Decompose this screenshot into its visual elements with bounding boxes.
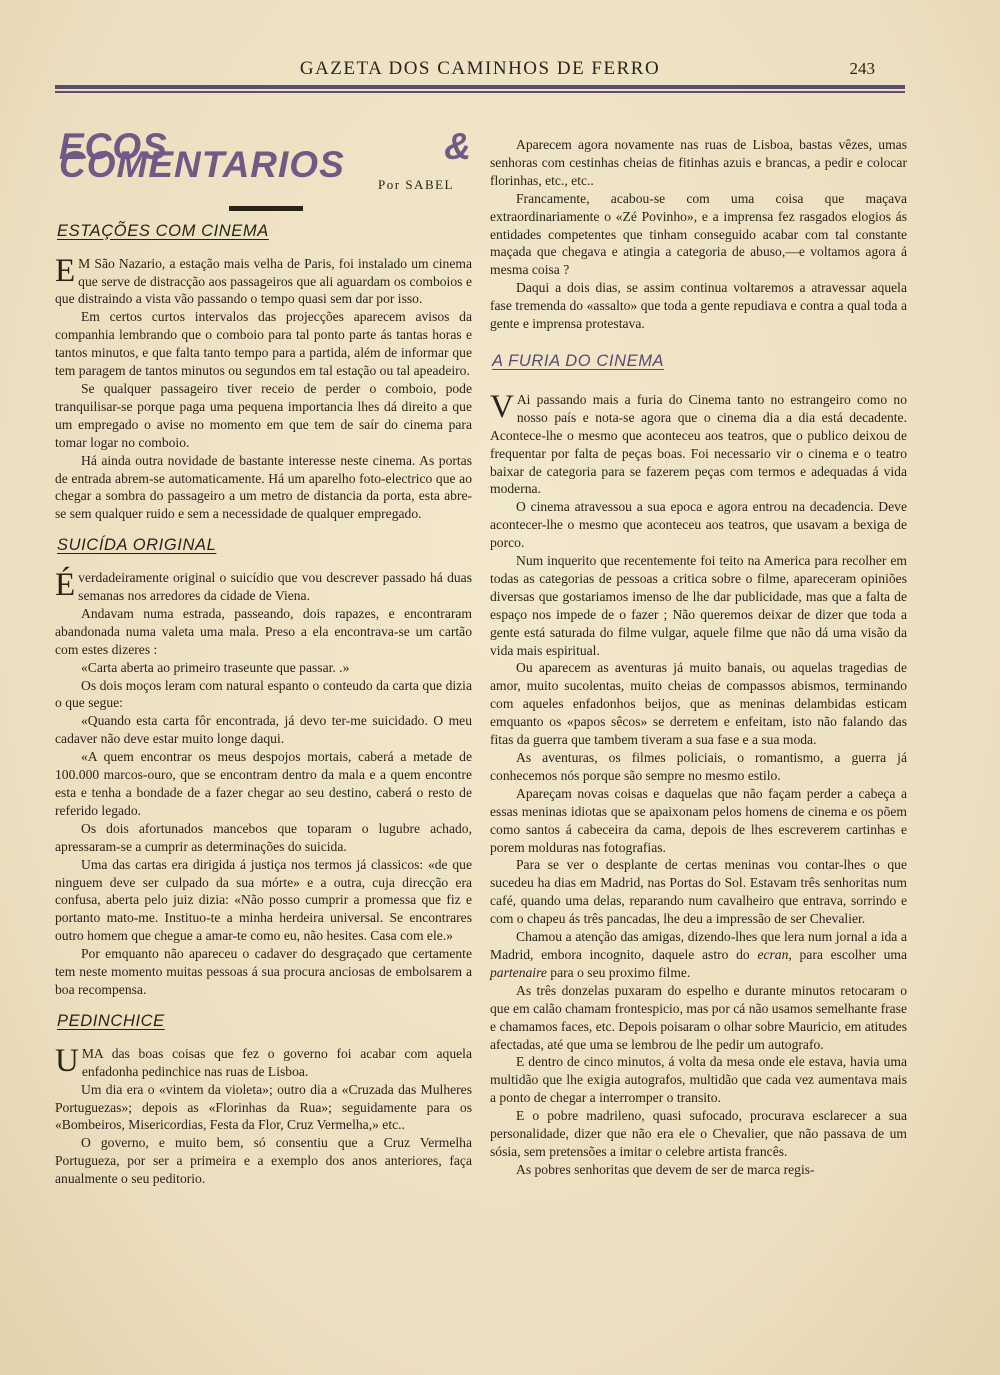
paragraph: Éverdadeiramente original o suicídio que vou descrever passado há duas semanas nos arredores da cidade de Viena. [55,567,472,604]
paragraph: As pobres senhoritas que devem de ser de marca regis- [516,1161,815,1177]
paragraph: Há ainda outra novidade de bastante interesse neste cinema. As portas de entrada abrem-se automaticamente. Há um aparelho foto-electrico que ao chegar a sombra do passageiro a um metro de distancia da porta, esta abre-se sem qualquer ruido e sem a necessidade de qualquer empregado. [55,452,472,522]
paragraph: Por emquanto não apareceu o cadaver do desgraçado que certamente tem neste momento muitas pessoas á sua procura anciosas de embolsarem a boa recompensa. [55,946,472,997]
section-heading-estacoes: ESTAÇÕES COM CINEMA [57,221,269,240]
paragraph: V Ai passando mais a furia do Cinema tanto no estrangeiro como no nosso país e nota-se agora que o cinema dia a dia está decadente. Acontece-lhe o mesmo que aconteceu aos teatros, que o publico deixou de frequentar por falta de peças boas. Foi necessario vir o cinema e o teatro baixar de categoria para se fazerem peças com termos e adequadas á vida moderna. [490,388,907,497]
right-column [490,136,907,1179]
section-heading-furia: A FURIA DO CINEMA [492,351,665,370]
paragraph: E dentro de cinco minutos, á volta da mesa onde ele estava, havia uma multidão que lhe exigia autografos, multidão que cada vez aumentava mais a ponto de chegar a interromper o transito. [490,1054,907,1106]
paragraph: Um dia era o «vintem da violeta»; outro dia a «Cruzada das Mulheres Portuguezas»; depois as «Florinhas da Rua»; seguidamente para os «Bombeiros, Misericordias, Festa da Flor, Cruz Vermelha,» etc.. [55,1081,472,1133]
section-heading-suicida: SUICÍDA ORIGINAL [57,536,217,555]
header-rule-thin [55,91,905,93]
italic-term: partenaire [490,964,547,980]
paragraph: Daqui a dois dias, se assim continua voltaremos a atravessar aquela fase tremenda do «assalto» que toda a gente repudiava e contra a qual toda a gente e imprensa protestava. [490,280,907,332]
byline: Por SABEL [378,176,454,192]
paragraph: Uma das cartas era dirigida á justiça nos termos já classicos: «de que ninguem deve ser culpado da sua mórte» e a outra, cuja direcção era confusa, aberta pelo juiz dizia: «Não posso cumprir a promessa que fiz e portanto mato-me. Instituo-te a minha herdeira universal. Se encontrares outro homem que chegue a amar-te como eu, não hesites. Casa com ele.» [55,856,472,944]
article-title: ECOS & COMENTARIOS [59,126,472,185]
paragraph: O cinema atravessou a sua epoca e agora entrou na decadencia. Deve acontecer-lhe o mesmo que aconteceu aos teatros, que usavam a bexiga de porco. [490,499,907,551]
paragraph: «A quem encontrar os meus despojos mortais, caberá a metade de 100.000 marcos-ouro, que se encontram dentro da mala e a quem encontre esta e tenha a bondade de a fazer chegar ao seu destino, caberá o resto de referido legado. [55,749,472,818]
paragraph: E o pobre madrileno, quasi sufocado, procurava esclarecer a sua personalidade, dizer que não era ele o Chevalier, que não passava de um sósia, sem pretensões a imitar o celebre artista francês. [490,1108,907,1159]
paragraph: Andavam numa estrada, passeando, dois rapazes, e encontraram abandonada numa valeta uma mala. Preso a ela encontrava-se um cartão com estes dizeres : [55,605,472,657]
paragraph: Em certos curtos intervalos das projecções aparecem avisos da companhia lembrando que o comboio para tal ponto parte ás tantas horas e tantos minutos, e que falta tanto tempo para a partida, além de informar que tem paragem de tantos minutos ou segundos em tal estação ou tal apeadeiro. [55,309,472,379]
paragraph: Aparecem agora novamente nas ruas de Lisboa, bastas vêzes, umas senhoras com cestinhas cheias de fitinhas azuis e brancas, a pedir e colocar florinhas, etc., etc.. [490,137,907,188]
drop-cap: É [55,567,76,604]
page-number: 243 [849,59,875,78]
publication-title: GAZETA DOS CAMINHOS DE FERRO [299,58,661,79]
paragraph: Os dois moços leram com natural espanto o conteudo da carta que dizia o que segue: [55,677,472,711]
paragraph: «Carta aberta ao primeiro traseunte que passar. .» [81,659,350,675]
italic-term: ecran [757,946,789,962]
paragraph: Os dois afortunados mancebos que toparam o lugubre achado, apressaram-se a cumprir as determinações do suicida. [55,820,472,854]
paragraph: As aventuras, os filmes policiais, o romantismo, a guerra já conhecemos nós porque são sempre no mesmo estilo. [490,750,907,783]
masthead [55,58,905,80]
paragraph: Para se ver o desplante de certas meninas vou contar-lhes o que sucedeu ha dias em Madrid, nas Portas do Sol. Estavam três senhoritas num café, quando uma delas, reparando num cavalheiro que entrava, sorrindo e com o chapeu ás três pancadas, lhe deu a impressão de ser Chevalier. [490,857,907,927]
paragraph: Francamente, acabou-se com uma coisa que maçava extraordinariamente o «Zé Povinho», e a imprensa fez rasgados elogios ás entidades competentes que tinham conseguido acabar com tal constante maçada que chegava e atingia a categoria de abuso,—e voltamos agora á mesma coisa ? [490,190,907,278]
paragraph: Num inquerito que recentemente foi teito na America para recolher em todas as categorias de pessoas a critica sobre o filme, apareceram opiniões diversas que gostariamos imenso de lhe dar publicidade, mas que a falta de espaço nos impede de o fazer ; Não queremos deixar de dizer que toda a gente está saturada do filme vulgar, aquele filme que não dá uma visão da vida mais espiritual. [490,553,907,658]
left-column [55,126,472,1188]
paragraph: As três donzelas puxaram do espelho e durante minutos retocaram o que em calão chamam frontespicio, mas por cá não usamos semelhante frase e chamamos faces, etc. Depois poisaram o olhar sobre Mauricio, em atitudes afectadas, até que uma se lembrou de lhe pedir um autografo. [490,982,907,1052]
drop-cap: V [490,388,514,425]
drop-cap: U [55,1042,79,1079]
byline-rule [229,206,303,211]
header-rule-thick [55,85,905,89]
paragraph: E M São Nazario, a estação mais velha de Paris, foi instalado um cinema que serve de distracção aos passageiros que ali aguardam os comboios e que distraindo a vista vão passando o tempo quasi sem dar por isso. [55,252,472,307]
paragraph: Ou aparecem as aventuras já muito banais, ou aquelas tragedias de amor, muito sucolentas, muito cheias de compassos abismos, terminando com aqueles enfadonhos beijos, que as meninas delambidas esticam emquanto os «papos sêcos» se derretem e enfeitam, isto não falando das fitas da guerra que tambem tiveram a sua fase e a sua moda. [490,660,907,748]
paragraph: O governo, e muito bem, só consentiu que a Cruz Vermelha Portugueza, por ser a primeira e a exemplo dos anos anteriores, faça anualmente o seu peditorio. [55,1135,472,1187]
paragraph: UMA das boas coisas que fez o governo foi acabar com aquela enfadonha pedinchice nas ruas de Lisboa. [55,1042,472,1079]
drop-cap: E [55,252,76,289]
paragraph: Se qualquer passageiro tiver receio de perder o comboio, pode tranquilisar-se porque paga uma pequena importancia lhes dá direito a que um empregado o avise no momento em que tem de saír do cinema para tomar logar no comboio. [55,380,472,450]
paragraph: «Quando esta carta fôr encontrada, já devo ter-me suicidado. O meu cadaver não deve estar muito longe daqui. [55,713,472,747]
paragraph: Chamou a atenção das amigas, dizendo-lhes que lera num jornal a ida a Madrid, embora incognito, daquele astro do ecran, para escolher uma partenaire para o seu proximo filme. [490,929,907,980]
section-heading-pedinchice: PEDINCHICE [57,1011,165,1030]
paragraph: Apareçam novas coisas e daquelas que não façam perder a cabeça a essas meninas idiotas que se apaixonam pelos homens de cinema e os põem como santos á cabeceira da cama, depois de lhes escreverem cartinhas e porem molduras nas fotografias. [490,785,907,855]
